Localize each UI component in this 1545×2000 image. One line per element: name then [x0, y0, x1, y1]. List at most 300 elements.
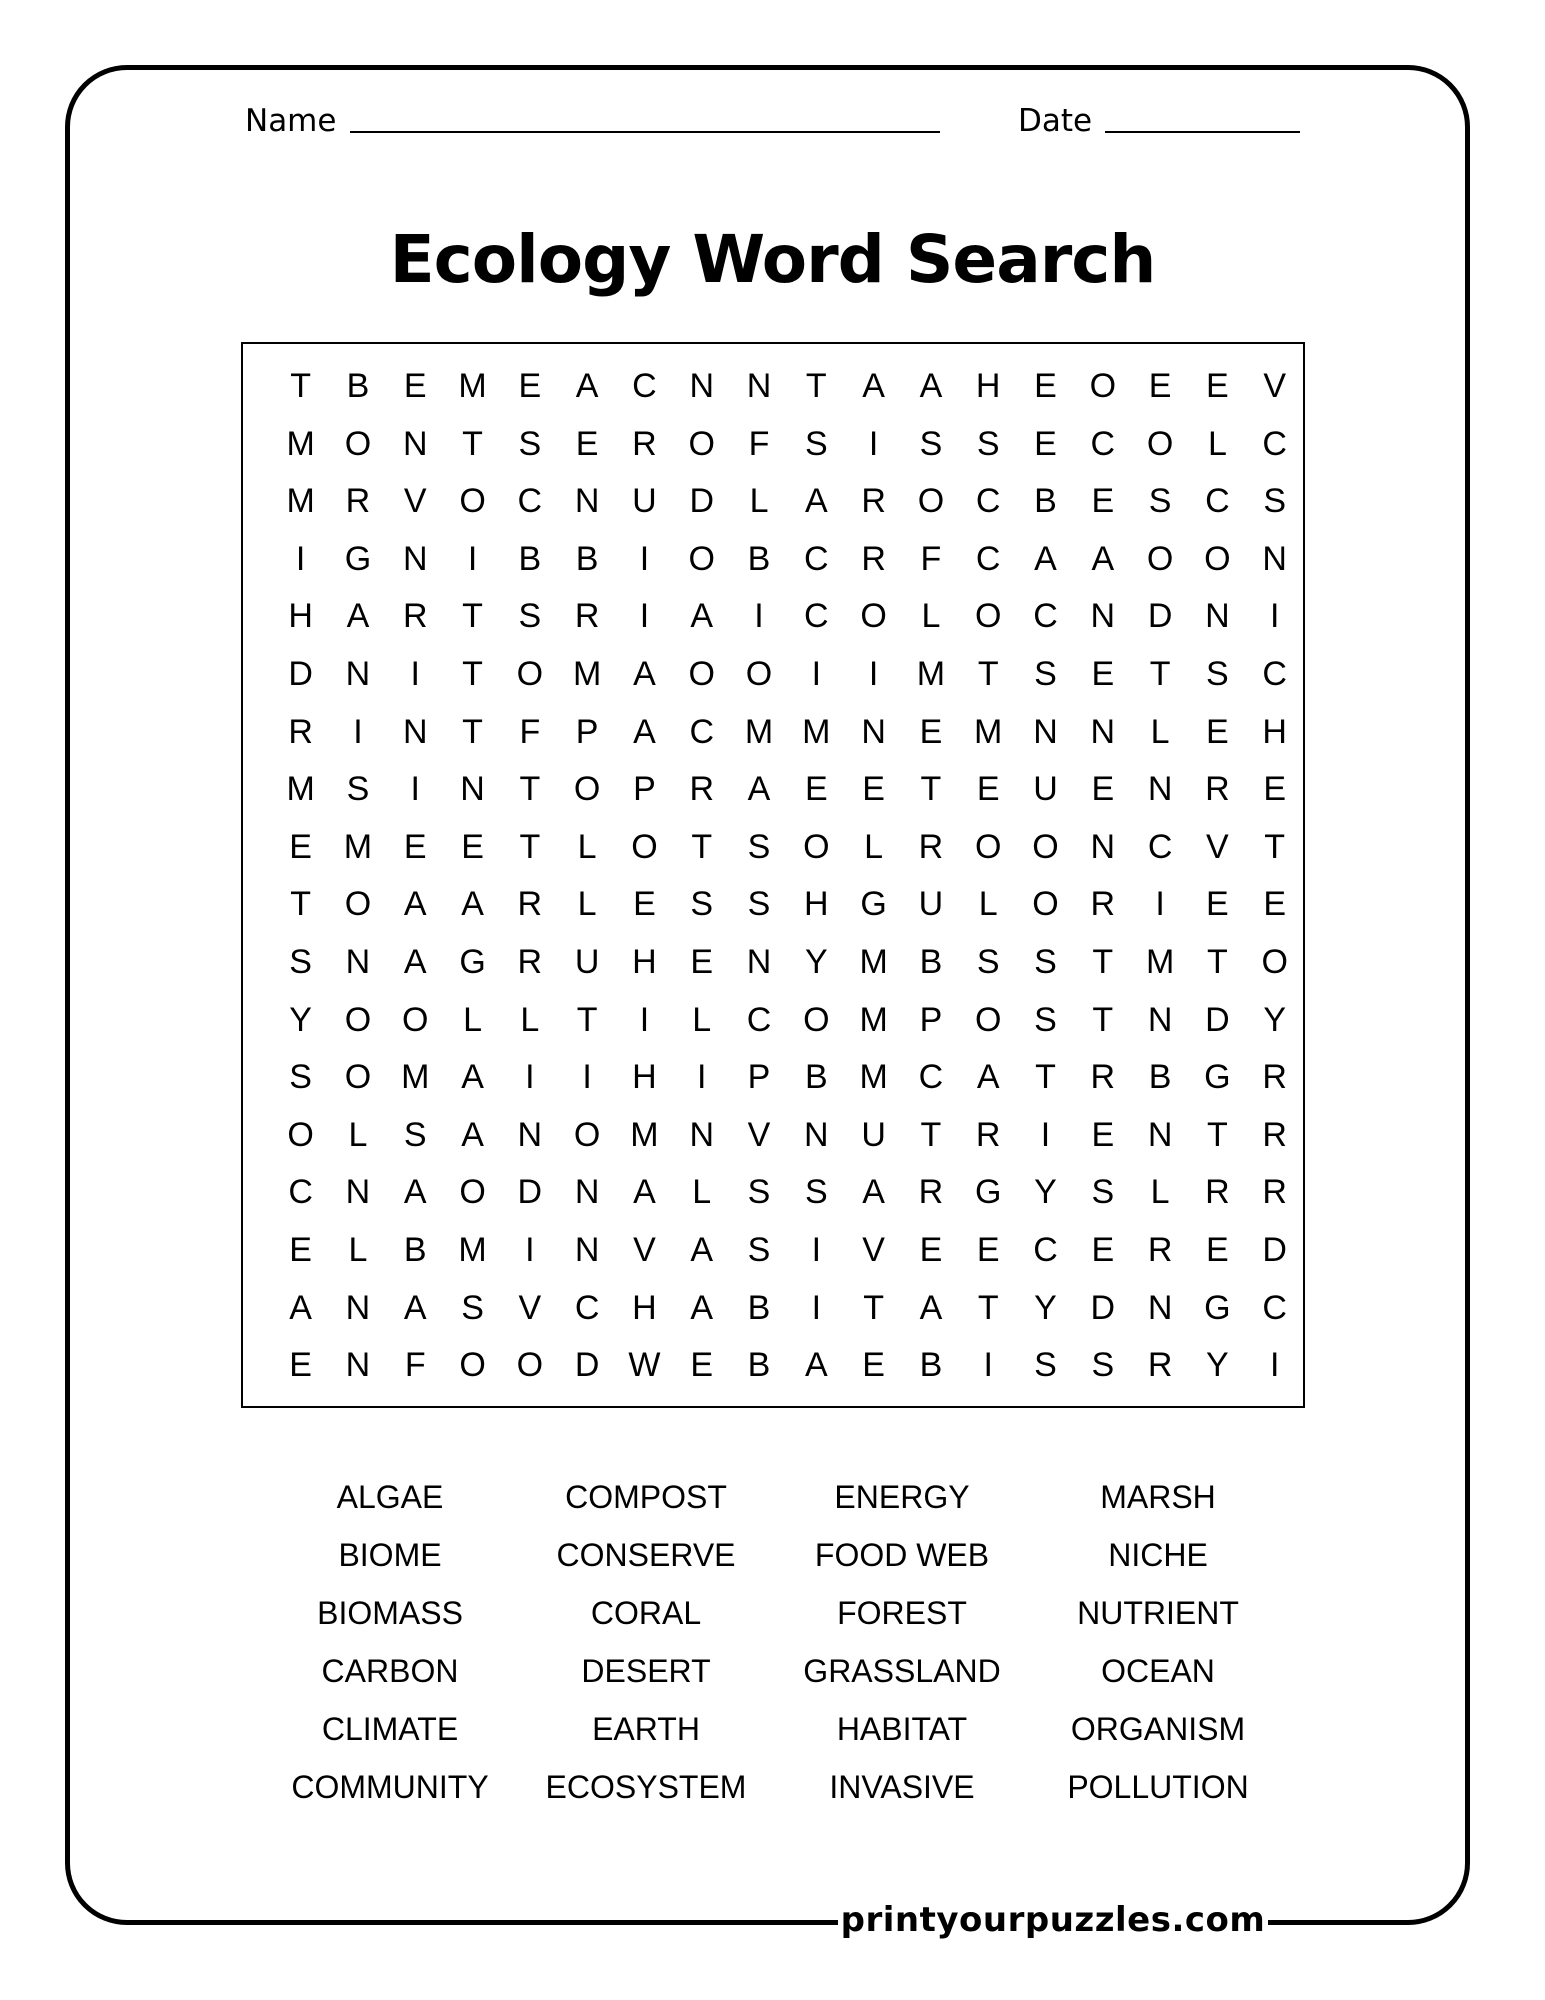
- grid-letter[interactable]: T: [1035, 1058, 1056, 1097]
- grid-letter[interactable]: N: [1033, 712, 1058, 751]
- grid-letter[interactable]: I: [697, 1058, 707, 1097]
- grid-letter[interactable]: L: [1207, 424, 1227, 463]
- grid-letter[interactable]: A: [403, 885, 427, 924]
- grid-letter[interactable]: H: [288, 597, 313, 636]
- grid-letter[interactable]: B: [346, 367, 370, 405]
- grid-letter[interactable]: R: [861, 482, 886, 521]
- grid-letter[interactable]: L: [348, 1230, 368, 1269]
- grid-letter[interactable]: S: [804, 1173, 828, 1212]
- grid-letter[interactable]: M: [974, 712, 1003, 751]
- grid-letter[interactable]: T: [519, 827, 541, 866]
- grid-letter[interactable]: A: [403, 942, 427, 981]
- grid-letter[interactable]: G: [1204, 1058, 1231, 1097]
- grid-letter[interactable]: E: [403, 827, 427, 866]
- grid-letter[interactable]: S: [919, 424, 943, 463]
- grid-letter[interactable]: S: [1263, 482, 1287, 521]
- grid-letter[interactable]: N: [689, 1115, 714, 1154]
- grid-letter[interactable]: T: [1092, 1000, 1114, 1039]
- grid-letter[interactable]: A: [403, 1288, 427, 1327]
- grid-letter[interactable]: M: [916, 654, 946, 693]
- grid-letter[interactable]: E: [575, 424, 599, 463]
- grid-letter[interactable]: I: [525, 1230, 535, 1269]
- grid-letter[interactable]: T: [977, 654, 999, 693]
- grid-letter[interactable]: D: [288, 654, 313, 693]
- grid-letter[interactable]: R: [632, 424, 657, 463]
- grid-letter[interactable]: E: [919, 712, 943, 751]
- grid-letter[interactable]: I: [1040, 1115, 1051, 1154]
- grid-letter[interactable]: L: [348, 1115, 368, 1154]
- grid-letter[interactable]: T: [462, 424, 483, 463]
- grid-letter[interactable]: I: [754, 597, 764, 636]
- grid-letter[interactable]: L: [463, 1000, 482, 1039]
- grid-letter[interactable]: O: [1146, 424, 1174, 463]
- grid-letter[interactable]: H: [632, 1058, 657, 1097]
- grid-letter[interactable]: B: [919, 1346, 943, 1385]
- grid-letter[interactable]: F: [748, 424, 770, 463]
- grid-letter[interactable]: O: [573, 770, 601, 809]
- grid-letter[interactable]: R: [1205, 1173, 1230, 1212]
- grid-letter[interactable]: S: [1034, 654, 1057, 693]
- grid-letter[interactable]: I: [639, 539, 650, 578]
- grid-letter[interactable]: A: [461, 1115, 484, 1154]
- grid-letter[interactable]: M: [343, 827, 373, 866]
- date-line[interactable]: [1105, 131, 1300, 133]
- grid-letter[interactable]: I: [639, 597, 650, 636]
- grid-letter[interactable]: C: [746, 1000, 772, 1039]
- grid-letter[interactable]: N: [861, 712, 886, 751]
- grid-letter[interactable]: T: [462, 712, 483, 751]
- grid-letter[interactable]: Y: [1034, 1173, 1057, 1212]
- grid-letter[interactable]: M: [802, 712, 831, 751]
- grid-letter[interactable]: D: [689, 482, 714, 521]
- grid-letter[interactable]: E: [1091, 482, 1115, 521]
- grid-letter[interactable]: H: [632, 1288, 657, 1327]
- grid-letter[interactable]: R: [1205, 770, 1230, 809]
- grid-letter[interactable]: A: [919, 1288, 943, 1327]
- grid-letter[interactable]: B: [747, 1346, 771, 1385]
- grid-letter[interactable]: S: [1034, 942, 1057, 981]
- grid-letter[interactable]: I: [983, 1346, 993, 1385]
- grid-letter[interactable]: S: [747, 827, 771, 866]
- grid-letter[interactable]: O: [688, 654, 715, 693]
- grid-letter[interactable]: C: [804, 539, 829, 578]
- grid-letter[interactable]: N: [517, 1115, 543, 1154]
- grid-letter[interactable]: W: [628, 1346, 661, 1385]
- grid-letter[interactable]: U: [861, 1115, 886, 1154]
- grid-letter[interactable]: N: [574, 1173, 600, 1212]
- grid-letter[interactable]: O: [1032, 885, 1059, 924]
- grid-letter[interactable]: I: [811, 654, 822, 693]
- grid-letter[interactable]: N: [402, 424, 428, 463]
- grid-letter[interactable]: D: [574, 1346, 600, 1385]
- grid-letter[interactable]: L: [1150, 1173, 1170, 1212]
- grid-letter[interactable]: R: [918, 827, 944, 866]
- grid-letter[interactable]: I: [353, 712, 363, 751]
- grid-letter[interactable]: V: [633, 1230, 656, 1269]
- grid-letter[interactable]: I: [868, 654, 879, 693]
- grid-letter[interactable]: R: [1262, 1173, 1287, 1212]
- grid-letter[interactable]: P: [747, 1058, 771, 1097]
- grid-letter[interactable]: S: [1091, 1173, 1115, 1212]
- grid-letter[interactable]: O: [745, 654, 773, 693]
- grid-letter[interactable]: Y: [804, 942, 828, 981]
- grid-letter[interactable]: A: [690, 1288, 714, 1327]
- grid-letter[interactable]: D: [1205, 1000, 1230, 1039]
- grid-letter[interactable]: R: [689, 770, 714, 809]
- grid-letter[interactable]: C: [517, 482, 543, 521]
- grid-letter[interactable]: C: [1033, 1230, 1058, 1269]
- grid-letter[interactable]: I: [410, 770, 420, 809]
- grid-letter[interactable]: O: [1261, 942, 1288, 981]
- grid-letter[interactable]: S: [461, 1288, 484, 1327]
- grid-letter[interactable]: R: [517, 885, 543, 924]
- grid-letter[interactable]: T: [290, 885, 312, 924]
- grid-letter[interactable]: T: [920, 770, 942, 809]
- grid-letter[interactable]: O: [974, 1000, 1002, 1039]
- grid-letter[interactable]: R: [1147, 1230, 1173, 1269]
- grid-letter[interactable]: B: [1148, 1058, 1172, 1097]
- grid-letter[interactable]: A: [1034, 539, 1057, 578]
- name-line[interactable]: [350, 131, 940, 133]
- grid-letter[interactable]: H: [632, 942, 657, 981]
- grid-letter[interactable]: O: [1089, 367, 1117, 405]
- grid-letter[interactable]: R: [1147, 1346, 1173, 1385]
- grid-letter[interactable]: O: [344, 1058, 372, 1097]
- grid-letter[interactable]: D: [1090, 1288, 1116, 1327]
- grid-letter[interactable]: M: [401, 1058, 430, 1097]
- grid-letter[interactable]: C: [975, 539, 1001, 578]
- grid-letter[interactable]: A: [633, 654, 656, 693]
- grid-letter[interactable]: O: [974, 597, 1002, 636]
- grid-letter[interactable]: E: [1034, 424, 1057, 463]
- grid-letter[interactable]: E: [1091, 654, 1115, 693]
- grid-letter[interactable]: R: [402, 597, 428, 636]
- grid-letter[interactable]: E: [976, 770, 1000, 809]
- grid-letter[interactable]: S: [518, 424, 542, 463]
- grid-letter[interactable]: S: [289, 1058, 312, 1097]
- grid-letter[interactable]: U: [632, 482, 657, 521]
- grid-letter[interactable]: T: [462, 597, 483, 636]
- grid-letter[interactable]: O: [688, 539, 715, 578]
- grid-letter[interactable]: L: [520, 1000, 540, 1039]
- grid-letter[interactable]: N: [746, 367, 772, 405]
- grid-letter[interactable]: Y: [289, 1000, 312, 1039]
- grid-letter[interactable]: T: [1092, 942, 1114, 981]
- grid-letter[interactable]: S: [747, 1230, 771, 1269]
- grid-letter[interactable]: O: [516, 1346, 544, 1385]
- grid-letter[interactable]: R: [345, 482, 371, 521]
- grid-letter[interactable]: O: [974, 827, 1002, 866]
- grid-letter[interactable]: O: [459, 482, 486, 521]
- grid-letter[interactable]: A: [976, 1058, 1000, 1097]
- grid-letter[interactable]: A: [575, 367, 599, 405]
- grid-letter[interactable]: T: [805, 367, 827, 405]
- grid-letter[interactable]: L: [1150, 712, 1170, 751]
- grid-letter[interactable]: G: [459, 942, 486, 981]
- grid-letter[interactable]: H: [975, 367, 1001, 405]
- grid-letter[interactable]: N: [345, 654, 371, 693]
- grid-letter[interactable]: N: [689, 367, 714, 405]
- grid-letter[interactable]: E: [1148, 367, 1172, 405]
- grid-letter[interactable]: T: [462, 654, 483, 693]
- grid-letter[interactable]: E: [919, 1230, 943, 1269]
- grid-letter[interactable]: N: [1147, 1115, 1173, 1154]
- grid-letter[interactable]: N: [345, 1173, 371, 1212]
- grid-letter[interactable]: S: [1034, 1000, 1057, 1039]
- grid-letter[interactable]: S: [403, 1115, 427, 1154]
- grid-letter[interactable]: V: [1206, 827, 1229, 866]
- grid-letter[interactable]: T: [977, 1288, 999, 1327]
- grid-letter[interactable]: M: [286, 424, 315, 463]
- grid-letter[interactable]: I: [467, 539, 478, 578]
- grid-letter[interactable]: B: [804, 1058, 828, 1097]
- grid-letter[interactable]: N: [460, 770, 485, 809]
- grid-letter[interactable]: I: [295, 539, 306, 578]
- grid-letter[interactable]: A: [633, 712, 656, 751]
- grid-letter[interactable]: A: [919, 367, 943, 405]
- grid-letter[interactable]: N: [1262, 539, 1287, 578]
- grid-letter[interactable]: E: [862, 1346, 885, 1385]
- grid-letter[interactable]: R: [918, 1173, 944, 1212]
- grid-letter[interactable]: V: [862, 1230, 885, 1269]
- grid-letter[interactable]: N: [345, 1346, 371, 1385]
- grid-letter[interactable]: E: [518, 367, 542, 405]
- grid-letter[interactable]: T: [1149, 654, 1171, 693]
- grid-letter[interactable]: T: [1207, 1115, 1228, 1154]
- grid-letter[interactable]: L: [577, 827, 597, 866]
- grid-letter[interactable]: E: [1206, 1230, 1229, 1269]
- grid-letter[interactable]: A: [747, 770, 771, 809]
- grid-letter[interactable]: L: [921, 597, 941, 636]
- grid-letter[interactable]: O: [1032, 827, 1059, 866]
- grid-letter[interactable]: R: [1090, 885, 1116, 924]
- grid-letter[interactable]: C: [1090, 424, 1116, 463]
- grid-letter[interactable]: D: [1147, 597, 1173, 636]
- grid-letter[interactable]: U: [1033, 770, 1058, 809]
- grid-letter[interactable]: M: [1145, 942, 1175, 981]
- grid-letter[interactable]: T: [576, 1000, 598, 1039]
- grid-letter[interactable]: E: [690, 942, 714, 981]
- grid-letter[interactable]: V: [1263, 367, 1287, 405]
- grid-letter[interactable]: M: [859, 942, 888, 981]
- grid-letter[interactable]: O: [573, 1115, 601, 1154]
- grid-letter[interactable]: E: [1091, 770, 1115, 809]
- grid-letter[interactable]: E: [403, 367, 427, 405]
- grid-letter[interactable]: C: [975, 482, 1001, 521]
- grid-letter[interactable]: T: [691, 827, 713, 866]
- grid-letter[interactable]: C: [689, 712, 714, 751]
- grid-letter[interactable]: N: [345, 1288, 371, 1327]
- grid-letter[interactable]: L: [692, 1000, 712, 1039]
- grid-letter[interactable]: T: [1207, 942, 1228, 981]
- grid-letter[interactable]: E: [461, 827, 484, 866]
- grid-letter[interactable]: M: [744, 712, 774, 751]
- grid-letter[interactable]: C: [574, 1288, 600, 1327]
- grid-letter[interactable]: O: [459, 1173, 486, 1212]
- grid-letter[interactable]: N: [1090, 827, 1116, 866]
- grid-letter[interactable]: U: [574, 942, 600, 981]
- grid-letter[interactable]: B: [747, 539, 771, 578]
- grid-letter[interactable]: M: [630, 1115, 659, 1154]
- grid-letter[interactable]: A: [862, 1173, 885, 1212]
- grid-letter[interactable]: C: [1147, 827, 1173, 866]
- grid-letter[interactable]: O: [1146, 539, 1174, 578]
- grid-letter[interactable]: A: [403, 1173, 427, 1212]
- grid-letter[interactable]: S: [976, 942, 1000, 981]
- grid-letter[interactable]: N: [1090, 597, 1116, 636]
- grid-letter[interactable]: S: [804, 424, 828, 463]
- grid-letter[interactable]: H: [804, 885, 829, 924]
- grid-letter[interactable]: O: [688, 424, 715, 463]
- grid-letter[interactable]: O: [459, 1346, 486, 1385]
- grid-letter[interactable]: F: [404, 1346, 426, 1385]
- grid-letter[interactable]: B: [919, 942, 943, 981]
- grid-letter[interactable]: N: [804, 1115, 829, 1154]
- grid-letter[interactable]: T: [1264, 827, 1286, 866]
- grid-letter[interactable]: D: [1262, 1230, 1287, 1269]
- grid-letter[interactable]: O: [860, 597, 887, 636]
- grid-letter[interactable]: N: [746, 942, 772, 981]
- grid-letter[interactable]: B: [1034, 482, 1057, 521]
- grid-letter[interactable]: A: [461, 885, 484, 924]
- grid-letter[interactable]: E: [633, 885, 656, 924]
- grid-letter[interactable]: H: [1262, 712, 1287, 751]
- grid-letter[interactable]: N: [402, 539, 428, 578]
- grid-letter[interactable]: V: [747, 1115, 771, 1154]
- grid-letter[interactable]: O: [631, 827, 658, 866]
- grid-letter[interactable]: E: [1206, 885, 1229, 924]
- grid-letter[interactable]: I: [410, 654, 420, 693]
- grid-letter[interactable]: A: [862, 367, 885, 405]
- grid-letter[interactable]: M: [859, 1058, 888, 1097]
- grid-letter[interactable]: E: [289, 827, 312, 866]
- grid-letter[interactable]: E: [1091, 1115, 1115, 1154]
- grid-letter[interactable]: P: [633, 770, 656, 809]
- grid-letter[interactable]: M: [572, 654, 602, 693]
- grid-letter[interactable]: P: [919, 1000, 943, 1039]
- grid-letter[interactable]: A: [461, 1058, 484, 1097]
- grid-letter[interactable]: P: [575, 712, 599, 751]
- grid-letter[interactable]: B: [747, 1288, 771, 1327]
- grid-letter[interactable]: L: [978, 885, 998, 924]
- grid-letter[interactable]: M: [286, 770, 315, 809]
- grid-letter[interactable]: S: [690, 885, 714, 924]
- grid-letter[interactable]: E: [862, 770, 885, 809]
- grid-letter[interactable]: E: [1206, 712, 1229, 751]
- grid-letter[interactable]: C: [1262, 424, 1287, 463]
- grid-letter[interactable]: S: [1206, 654, 1229, 693]
- grid-letter[interactable]: E: [690, 1346, 714, 1385]
- grid-letter[interactable]: N: [1147, 1288, 1173, 1327]
- grid-letter[interactable]: T: [290, 367, 312, 405]
- grid-letter[interactable]: C: [1262, 654, 1287, 693]
- grid-letter[interactable]: A: [1091, 539, 1115, 578]
- grid-letter[interactable]: L: [749, 482, 769, 521]
- grid-letter[interactable]: E: [976, 1230, 1000, 1269]
- grid-letter[interactable]: N: [345, 942, 371, 981]
- grid-letter[interactable]: O: [344, 1000, 372, 1039]
- grid-letter[interactable]: Y: [1263, 1000, 1287, 1039]
- grid-letter[interactable]: N: [1147, 770, 1173, 809]
- grid-letter[interactable]: N: [402, 712, 428, 751]
- grid-letter[interactable]: I: [1269, 1346, 1280, 1385]
- grid-letter[interactable]: B: [575, 539, 599, 578]
- grid-letter[interactable]: R: [517, 942, 543, 981]
- grid-letter[interactable]: I: [868, 424, 879, 463]
- grid-letter[interactable]: E: [289, 1230, 312, 1269]
- grid-letter[interactable]: C: [632, 367, 657, 405]
- grid-letter[interactable]: G: [974, 1173, 1002, 1212]
- grid-letter[interactable]: I: [1155, 885, 1165, 924]
- grid-letter[interactable]: S: [747, 1173, 771, 1212]
- grid-letter[interactable]: O: [1204, 539, 1231, 578]
- grid-letter[interactable]: S: [747, 885, 771, 924]
- grid-letter[interactable]: C: [804, 597, 829, 636]
- grid-letter[interactable]: M: [286, 482, 315, 521]
- grid-letter[interactable]: O: [516, 654, 544, 693]
- grid-letter[interactable]: S: [1091, 1346, 1115, 1385]
- grid-letter[interactable]: E: [1263, 770, 1287, 809]
- grid-letter[interactable]: I: [582, 1058, 592, 1097]
- grid-letter[interactable]: R: [975, 1115, 1001, 1154]
- grid-letter[interactable]: G: [344, 539, 372, 578]
- grid-letter[interactable]: C: [288, 1173, 313, 1212]
- grid-letter[interactable]: G: [1204, 1288, 1231, 1327]
- grid-letter[interactable]: A: [690, 597, 714, 636]
- grid-letter[interactable]: L: [577, 885, 597, 924]
- grid-letter[interactable]: E: [1034, 367, 1057, 405]
- grid-letter[interactable]: I: [811, 1288, 822, 1327]
- grid-letter[interactable]: C: [1205, 482, 1230, 521]
- grid-letter[interactable]: E: [804, 770, 828, 809]
- grid-letter[interactable]: F: [920, 539, 942, 578]
- grid-letter[interactable]: R: [861, 539, 886, 578]
- grid-letter[interactable]: A: [690, 1230, 714, 1269]
- grid-letter[interactable]: O: [803, 827, 830, 866]
- grid-letter[interactable]: Y: [1206, 1346, 1229, 1385]
- grid-letter[interactable]: R: [1262, 1115, 1287, 1154]
- grid-letter[interactable]: V: [518, 1288, 542, 1327]
- grid-letter[interactable]: N: [574, 1230, 600, 1269]
- grid-letter[interactable]: A: [804, 1346, 828, 1385]
- grid-letter[interactable]: L: [864, 827, 884, 866]
- grid-letter[interactable]: C: [918, 1058, 944, 1097]
- grid-letter[interactable]: E: [1206, 367, 1229, 405]
- grid-letter[interactable]: S: [518, 597, 542, 636]
- grid-letter[interactable]: A: [289, 1288, 312, 1327]
- grid-letter[interactable]: I: [1269, 597, 1280, 636]
- grid-letter[interactable]: N: [1205, 597, 1230, 636]
- grid-letter[interactable]: C: [1033, 597, 1058, 636]
- grid-letter[interactable]: B: [403, 1230, 427, 1269]
- grid-letter[interactable]: R: [1262, 1058, 1287, 1097]
- grid-letter[interactable]: S: [1148, 482, 1172, 521]
- grid-letter[interactable]: R: [1090, 1058, 1116, 1097]
- grid-letter[interactable]: A: [633, 1173, 656, 1212]
- grid-letter[interactable]: A: [804, 482, 828, 521]
- grid-letter[interactable]: F: [519, 712, 541, 751]
- grid-letter[interactable]: G: [860, 885, 887, 924]
- grid-letter[interactable]: E: [1091, 1230, 1115, 1269]
- grid-letter[interactable]: S: [289, 942, 312, 981]
- grid-letter[interactable]: Y: [1034, 1288, 1057, 1327]
- grid-letter[interactable]: R: [574, 597, 600, 636]
- grid-letter[interactable]: O: [402, 1000, 429, 1039]
- grid-letter[interactable]: O: [344, 885, 372, 924]
- grid-letter[interactable]: I: [811, 1230, 822, 1269]
- grid-letter[interactable]: N: [1147, 1000, 1173, 1039]
- grid-letter[interactable]: N: [1090, 712, 1116, 751]
